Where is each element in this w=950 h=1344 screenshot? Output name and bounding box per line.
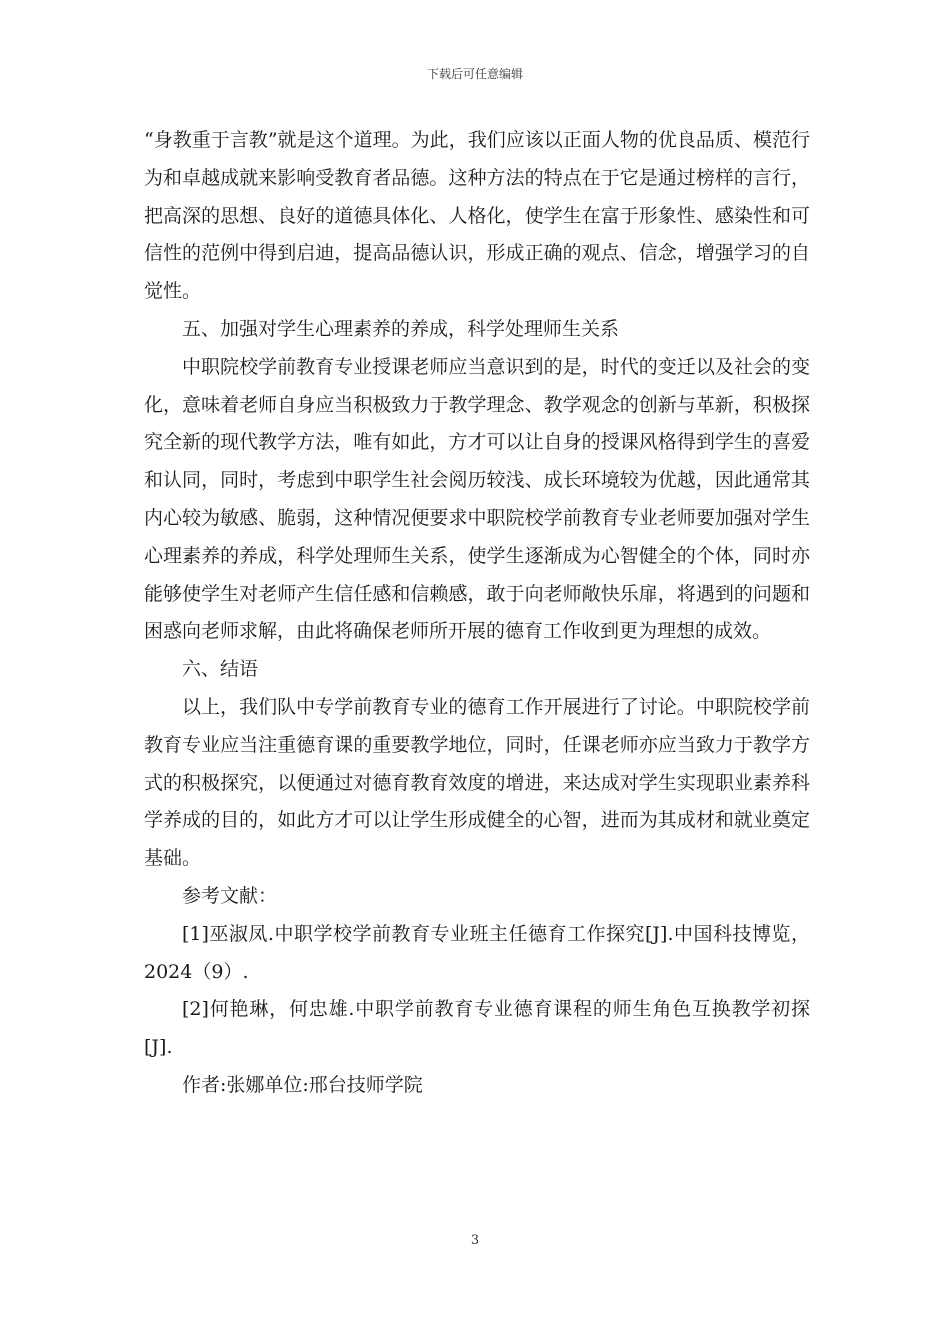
section-heading-6: 六、结语 — [182, 658, 259, 681]
reference-2: [2]何艳琳，何忠雄.中职学前教育专业德育课程的师生角色互换教学初探[J]. — [144, 998, 810, 1059]
section-heading-5: 五、加强对学生心理素养的养成，科学处理师生关系 — [182, 317, 620, 340]
page-number: 3 — [470, 1233, 480, 1248]
reference-1: [1]巫淑凤.中职学校学前教育专业班主任德育工作探究[J].中国科技博览，2024（9）. — [144, 922, 810, 983]
paragraph-role-model: “身教重于言教”就是这个道理。为此，我们应该以正面人物的优良品质、模范行为和卓越成就来影响受教育者品德。这种方法的特点在于它是通过榜样的言行，把高深的思想、良好的道德具体化、人格化，使学生在富于形象性、感染性和可信性的范例中得到启迪，提高品德认识，形成正确的观点、信念，增强学习的自觉性。 — [144, 129, 810, 303]
paragraph-psychology: 中职院校学前教育专业授课老师应当意识到的是，时代的变迁以及社会的变化，意味着老师自身应当积极致力于教学理念、教学观念的创新与革新，积极探究全新的现代教学方法，唯有如此，方才可以让自身的授课风格得到学生的喜爱和认同，同时，考虑到中职学生社会阅历较浅、成长环境较为优越，因此通常其内心较为敏感、脆弱，这种情况便要求中职院校学前教育专业老师要加强对学生心理素养的养成，科学处理师生关系，使学生逐渐成为心智健全的个体，同时亦能够使学生对老师产生信任感和信赖感，敢于向老师敞快乐扉，将遇到的问题和困惑向老师求解，由此将确保老师所开展的德育工作收到更为理想的成效。 — [144, 355, 810, 643]
references-heading: 参考文献： — [182, 884, 278, 907]
author-line: 作者:张娜单位:邢台技师学院 — [182, 1073, 423, 1096]
paragraph-conclusion: 以上，我们队中专学前教育专业的德育工作开展进行了讨论。中职院校学前教育专业应当注重德育课的重要教学地位，同时，任课老师亦应当致力于教学方式的积极探究，以便通过对德育教育效度的增进，来达成对学生实现职业素养科学养成的目的，如此方才可以让学生形成健全的心智，进而为其成材和就业奠定基础。 — [144, 695, 810, 870]
page-header: 下载后可任意编辑 — [426, 67, 523, 81]
document-body — [144, 122, 810, 1105]
